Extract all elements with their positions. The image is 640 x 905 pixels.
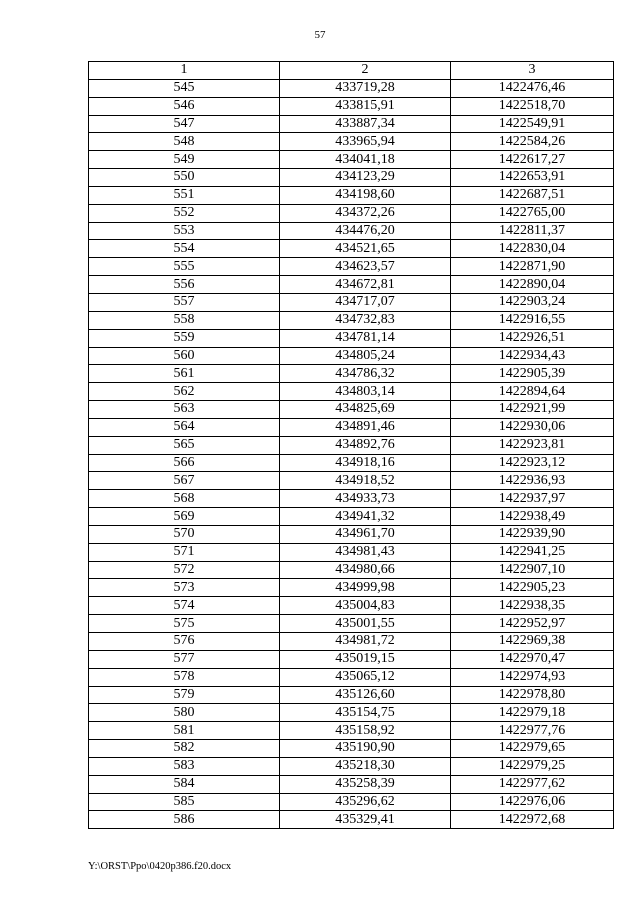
- point-number-cell: 558: [89, 311, 280, 329]
- coordinate-y-cell: 1422894,64: [451, 383, 614, 401]
- coordinate-y-cell: 1422934,43: [451, 347, 614, 365]
- point-number-cell: 546: [89, 97, 280, 115]
- table-row: [89, 115, 614, 133]
- column-header-1: 1: [89, 62, 280, 80]
- coordinate-y-cell: 1422977,62: [451, 775, 614, 793]
- table-row: [89, 704, 614, 722]
- coordinate-x-cell: 435218,30: [280, 757, 451, 775]
- coordinate-y-cell: 1422921,99: [451, 401, 614, 419]
- coordinate-y-cell: 1422938,49: [451, 508, 614, 526]
- table-row: [89, 508, 614, 526]
- table-row: [89, 811, 614, 829]
- coordinate-y-cell: 1422903,24: [451, 293, 614, 311]
- point-number-cell: 564: [89, 418, 280, 436]
- coordinate-x-cell: 435019,15: [280, 650, 451, 668]
- point-number-cell: 557: [89, 293, 280, 311]
- point-number-cell: 578: [89, 668, 280, 686]
- point-number-cell: 549: [89, 151, 280, 169]
- table-row: [89, 133, 614, 151]
- point-number-cell: 582: [89, 740, 280, 758]
- table-row: [89, 757, 614, 775]
- coordinate-x-cell: 435126,60: [280, 686, 451, 704]
- table-row: [89, 543, 614, 561]
- point-number-cell: 577: [89, 650, 280, 668]
- point-number-cell: 575: [89, 615, 280, 633]
- coordinate-x-cell: 433719,28: [280, 79, 451, 97]
- coordinate-x-cell: 434198,60: [280, 186, 451, 204]
- point-number-cell: 576: [89, 633, 280, 651]
- coordinate-y-cell: 1422978,80: [451, 686, 614, 704]
- point-number-cell: 563: [89, 401, 280, 419]
- table-row: [89, 347, 614, 365]
- point-number-cell: 553: [89, 222, 280, 240]
- table-row: [89, 240, 614, 258]
- coordinate-y-cell: 1422970,47: [451, 650, 614, 668]
- point-number-cell: 556: [89, 276, 280, 294]
- coordinate-y-cell: 1422653,91: [451, 169, 614, 187]
- coordinate-y-cell: 1422972,68: [451, 811, 614, 829]
- table-row: [89, 418, 614, 436]
- coordinate-x-cell: 434981,43: [280, 543, 451, 561]
- table-row: [89, 293, 614, 311]
- coordinate-x-cell: 434805,24: [280, 347, 451, 365]
- coordinate-y-cell: 1422979,18: [451, 704, 614, 722]
- coordinates-table: [88, 61, 614, 829]
- coordinate-x-cell: 434672,81: [280, 276, 451, 294]
- table-header-row: [89, 62, 614, 80]
- coordinate-y-cell: 1422617,27: [451, 151, 614, 169]
- coordinate-x-cell: 434476,20: [280, 222, 451, 240]
- table-row: [89, 722, 614, 740]
- coordinate-y-cell: 1422905,39: [451, 365, 614, 383]
- point-number-cell: 568: [89, 490, 280, 508]
- coordinate-x-cell: 434041,18: [280, 151, 451, 169]
- point-number-cell: 584: [89, 775, 280, 793]
- table-row: [89, 650, 614, 668]
- coordinate-y-cell: 1422941,25: [451, 543, 614, 561]
- coordinate-x-cell: 434803,14: [280, 383, 451, 401]
- point-number-cell: 580: [89, 704, 280, 722]
- table-row: [89, 579, 614, 597]
- point-number-cell: 550: [89, 169, 280, 187]
- table-row: [89, 436, 614, 454]
- coordinate-y-cell: 1422584,26: [451, 133, 614, 151]
- coordinate-x-cell: 434933,73: [280, 490, 451, 508]
- table-row: [89, 668, 614, 686]
- table-row: [89, 740, 614, 758]
- point-number-cell: 565: [89, 436, 280, 454]
- point-number-cell: 574: [89, 597, 280, 615]
- coordinate-x-cell: 434372,26: [280, 204, 451, 222]
- point-number-cell: 552: [89, 204, 280, 222]
- coordinate-x-cell: 435329,41: [280, 811, 451, 829]
- point-number-cell: 554: [89, 240, 280, 258]
- point-number-cell: 551: [89, 186, 280, 204]
- coordinate-x-cell: 433965,94: [280, 133, 451, 151]
- table-row: [89, 561, 614, 579]
- coordinate-y-cell: 1422923,12: [451, 454, 614, 472]
- column-header-2: 2: [280, 62, 451, 80]
- table-row: [89, 615, 614, 633]
- table-row: [89, 276, 614, 294]
- point-number-cell: 560: [89, 347, 280, 365]
- coordinate-x-cell: 435001,55: [280, 615, 451, 633]
- table-row: [89, 454, 614, 472]
- coordinate-y-cell: 1422969,38: [451, 633, 614, 651]
- table-row: [89, 169, 614, 187]
- coordinate-y-cell: 1422476,46: [451, 79, 614, 97]
- coordinate-x-cell: 433887,34: [280, 115, 451, 133]
- coordinate-y-cell: 1422979,65: [451, 740, 614, 758]
- point-number-cell: 559: [89, 329, 280, 347]
- coordinate-x-cell: 434825,69: [280, 401, 451, 419]
- coordinate-y-cell: 1422979,25: [451, 757, 614, 775]
- coordinate-x-cell: 434786,32: [280, 365, 451, 383]
- coordinate-x-cell: 435158,92: [280, 722, 451, 740]
- table-row: [89, 490, 614, 508]
- point-number-cell: 573: [89, 579, 280, 597]
- coordinate-x-cell: 435004,83: [280, 597, 451, 615]
- coordinate-y-cell: 1422952,97: [451, 615, 614, 633]
- file-path-footer: Y:\ORST\Ppo\0420p386.f20.docx: [88, 861, 232, 872]
- coordinate-y-cell: 1422811,37: [451, 222, 614, 240]
- coordinate-y-cell: 1422905,23: [451, 579, 614, 597]
- coordinate-y-cell: 1422687,51: [451, 186, 614, 204]
- coordinate-y-cell: 1422765,00: [451, 204, 614, 222]
- table-row: [89, 401, 614, 419]
- table-row: [89, 365, 614, 383]
- coordinate-x-cell: 434623,57: [280, 258, 451, 276]
- table-row: [89, 311, 614, 329]
- point-number-cell: 561: [89, 365, 280, 383]
- table-row: [89, 597, 614, 615]
- coordinate-y-cell: 1422871,90: [451, 258, 614, 276]
- point-number-cell: 569: [89, 508, 280, 526]
- table-row: [89, 222, 614, 240]
- coordinate-x-cell: 435258,39: [280, 775, 451, 793]
- table-row: [89, 186, 614, 204]
- table-row: [89, 329, 614, 347]
- coordinate-y-cell: 1422930,06: [451, 418, 614, 436]
- coordinate-y-cell: 1422923,81: [451, 436, 614, 454]
- point-number-cell: 572: [89, 561, 280, 579]
- coordinate-x-cell: 434892,76: [280, 436, 451, 454]
- coordinate-x-cell: 434981,72: [280, 633, 451, 651]
- coordinate-y-cell: 1422926,51: [451, 329, 614, 347]
- coordinate-x-cell: 434732,83: [280, 311, 451, 329]
- point-number-cell: 547: [89, 115, 280, 133]
- table-row: [89, 633, 614, 651]
- table-row: [89, 793, 614, 811]
- table-row: [89, 258, 614, 276]
- coordinate-x-cell: 435190,90: [280, 740, 451, 758]
- table-row: [89, 204, 614, 222]
- point-number-cell: 586: [89, 811, 280, 829]
- coordinate-y-cell: 1422937,97: [451, 490, 614, 508]
- coordinate-x-cell: 433815,91: [280, 97, 451, 115]
- coordinate-x-cell: 434961,70: [280, 525, 451, 543]
- point-number-cell: 555: [89, 258, 280, 276]
- coordinate-y-cell: 1422974,93: [451, 668, 614, 686]
- coordinate-y-cell: 1422977,76: [451, 722, 614, 740]
- coordinate-x-cell: 434891,46: [280, 418, 451, 436]
- table-row: [89, 775, 614, 793]
- coordinate-y-cell: 1422830,04: [451, 240, 614, 258]
- point-number-cell: 567: [89, 472, 280, 490]
- table-row: [89, 525, 614, 543]
- coordinate-x-cell: 434123,29: [280, 169, 451, 187]
- table-row: [89, 472, 614, 490]
- point-number-cell: 566: [89, 454, 280, 472]
- table-row: [89, 97, 614, 115]
- coordinate-x-cell: 434521,65: [280, 240, 451, 258]
- coordinate-x-cell: 434781,14: [280, 329, 451, 347]
- point-number-cell: 570: [89, 525, 280, 543]
- coordinate-x-cell: 434980,66: [280, 561, 451, 579]
- coordinate-y-cell: 1422549,91: [451, 115, 614, 133]
- point-number-cell: 571: [89, 543, 280, 561]
- table-row: [89, 151, 614, 169]
- coordinate-x-cell: 434941,32: [280, 508, 451, 526]
- table-row: [89, 686, 614, 704]
- coordinate-x-cell: 435065,12: [280, 668, 451, 686]
- coordinate-y-cell: 1422938,35: [451, 597, 614, 615]
- point-number-cell: 579: [89, 686, 280, 704]
- point-number-cell: 585: [89, 793, 280, 811]
- table-row: [89, 383, 614, 401]
- coordinate-y-cell: 1422907,10: [451, 561, 614, 579]
- column-header-3: 3: [451, 62, 614, 80]
- coordinate-x-cell: 434999,98: [280, 579, 451, 597]
- coordinate-x-cell: 434918,16: [280, 454, 451, 472]
- coordinate-x-cell: 434717,07: [280, 293, 451, 311]
- coordinate-x-cell: 434918,52: [280, 472, 451, 490]
- coordinate-y-cell: 1422939,90: [451, 525, 614, 543]
- coordinate-y-cell: 1422890,04: [451, 276, 614, 294]
- coordinate-y-cell: 1422976,06: [451, 793, 614, 811]
- point-number-cell: 562: [89, 383, 280, 401]
- point-number-cell: 581: [89, 722, 280, 740]
- table-row: [89, 79, 614, 97]
- point-number-cell: 545: [89, 79, 280, 97]
- point-number-cell: 548: [89, 133, 280, 151]
- coordinate-x-cell: 435154,75: [280, 704, 451, 722]
- coordinate-x-cell: 435296,62: [280, 793, 451, 811]
- page-number: 57: [314, 29, 326, 41]
- table-body: [89, 79, 614, 828]
- coordinate-y-cell: 1422936,93: [451, 472, 614, 490]
- coordinate-y-cell: 1422916,55: [451, 311, 614, 329]
- point-number-cell: 583: [89, 757, 280, 775]
- coordinate-y-cell: 1422518,70: [451, 97, 614, 115]
